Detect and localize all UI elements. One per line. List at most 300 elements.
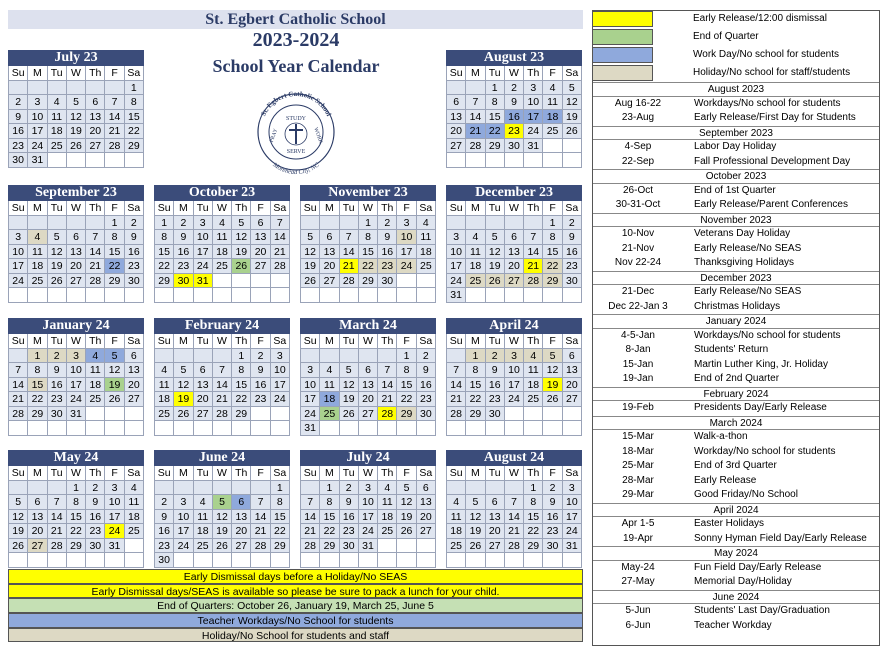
month-title: February 24 <box>154 318 290 334</box>
weekday-header: Tu <box>486 334 505 349</box>
day-cell: 12 <box>105 363 124 378</box>
day-cell <box>271 274 290 289</box>
month-section-header: September 2023 <box>592 126 880 141</box>
day-cell: 8 <box>28 363 47 378</box>
weekday-header: M <box>174 466 193 481</box>
event-text: Early Release/No SEAS <box>694 286 802 297</box>
event-date: Dec 22-Jan 3 <box>608 300 668 312</box>
day-cell: 16 <box>155 524 174 539</box>
event-text: Fall Professional Development Day <box>694 155 851 167</box>
day-cell: 25 <box>125 524 144 539</box>
day-cell: 1 <box>543 216 562 231</box>
day-cell: 23 <box>174 259 193 274</box>
day-cell <box>67 421 86 436</box>
day-cell: 28 <box>447 407 466 422</box>
day-cell <box>563 153 582 168</box>
legend-bar: Teacher Workdays/No School for students <box>8 613 583 628</box>
event-date: Aug 16-22 <box>614 97 662 109</box>
day-cell <box>48 553 67 568</box>
day-cell: 5 <box>543 349 562 364</box>
day-cell <box>486 553 505 568</box>
day-cell: 12 <box>543 363 562 378</box>
day-cell: 4 <box>213 216 232 231</box>
event-row <box>592 140 880 155</box>
day-cell: 30 <box>563 274 582 289</box>
day-cell <box>213 421 232 436</box>
day-cell <box>271 288 290 303</box>
day-cell <box>125 421 144 436</box>
day-cell <box>213 288 232 303</box>
weekday-header: Tu <box>48 66 67 81</box>
seal-work: WORK <box>312 126 324 145</box>
day-cell: 29 <box>320 539 339 554</box>
weekday-header: Sa <box>563 334 582 349</box>
day-cell: 28 <box>340 274 359 289</box>
calendar-title: School Year Calendar <box>212 56 380 76</box>
day-cell: 8 <box>543 230 562 245</box>
day-cell: 27 <box>359 407 378 422</box>
weekday-header: Su <box>9 201 28 216</box>
legend-bar: Holiday/No School for students and staff <box>8 628 583 643</box>
day-cell <box>125 153 144 168</box>
day-cell: 18 <box>543 110 562 125</box>
day-cell: 17 <box>563 510 582 525</box>
event-row <box>592 604 880 619</box>
day-cell <box>155 288 174 303</box>
day-cell: 27 <box>563 392 582 407</box>
day-cell: 11 <box>466 245 485 260</box>
day-cell <box>505 421 524 436</box>
day-cell: 20 <box>447 124 466 139</box>
day-cell: 20 <box>125 378 144 393</box>
day-cell: 17 <box>447 259 466 274</box>
month-calendar <box>300 450 436 568</box>
day-cell: 21 <box>524 259 543 274</box>
legend-bar: Early Dismissal days before a Holiday/No SEAS <box>8 569 583 584</box>
day-cell: 25 <box>86 392 105 407</box>
day-cell <box>86 153 105 168</box>
weekday-header: M <box>174 334 193 349</box>
day-cell: 7 <box>105 95 124 110</box>
day-cell: 21 <box>213 392 232 407</box>
day-cell: 17 <box>174 524 193 539</box>
event-text: Early Release/First Day for Students <box>694 112 856 123</box>
day-cell: 22 <box>397 392 416 407</box>
legend-row <box>592 28 880 46</box>
day-cell: 2 <box>505 81 524 96</box>
day-cell: 2 <box>174 216 193 231</box>
day-cell <box>505 216 524 231</box>
day-cell: 19 <box>105 378 124 393</box>
day-cell <box>105 421 124 436</box>
legend-swatch <box>592 47 653 63</box>
month-title: August 24 <box>446 450 582 466</box>
weekday-header: Su <box>447 466 466 481</box>
day-cell: 11 <box>417 230 436 245</box>
day-cell: 27 <box>320 274 339 289</box>
weekday-header: W <box>67 466 86 481</box>
day-cell <box>301 216 320 231</box>
month-title: October 23 <box>154 185 290 201</box>
month-section-header: March 2024 <box>592 416 880 431</box>
weekday-header: Th <box>524 201 543 216</box>
event-text: Memorial Day/Holiday <box>694 576 792 587</box>
day-cell: 17 <box>67 378 86 393</box>
event-row <box>592 97 880 112</box>
day-cell <box>271 421 290 436</box>
day-cell: 26 <box>213 539 232 554</box>
day-cell: 8 <box>232 363 251 378</box>
day-cell: 29 <box>359 274 378 289</box>
day-cell: 22 <box>486 124 505 139</box>
day-cell: 19 <box>486 259 505 274</box>
weekday-header: M <box>320 466 339 481</box>
cross-icon <box>289 124 303 144</box>
day-cell: 15 <box>105 245 124 260</box>
event-date: 19-Apr <box>622 532 653 544</box>
day-cell: 20 <box>232 524 251 539</box>
event-date: 27-May <box>621 576 655 587</box>
event-text: Good Friday/No School <box>694 489 798 500</box>
day-cell: 21 <box>505 524 524 539</box>
weekday-header: Su <box>301 334 320 349</box>
weekday-header: Tu <box>340 466 359 481</box>
day-cell: 20 <box>563 378 582 393</box>
weekday-header: Sa <box>417 334 436 349</box>
day-cell: 11 <box>48 110 67 125</box>
weekday-header: Tu <box>48 466 67 481</box>
day-cell: 29 <box>155 274 174 289</box>
event-row <box>592 184 880 199</box>
day-cell: 25 <box>28 274 47 289</box>
day-cell: 19 <box>9 524 28 539</box>
day-cell: 13 <box>232 510 251 525</box>
day-cell <box>563 421 582 436</box>
day-cell: 17 <box>194 245 213 260</box>
weekday-header: F <box>543 66 562 81</box>
day-cell: 12 <box>213 510 232 525</box>
weekday-header: Sa <box>563 201 582 216</box>
day-cell: 10 <box>505 363 524 378</box>
legend-label: Work Day/No school for students <box>693 49 839 60</box>
day-cell: 21 <box>105 124 124 139</box>
weekday-header: F <box>397 201 416 216</box>
month-calendar <box>8 185 144 303</box>
month-calendar <box>300 318 436 436</box>
day-cell: 7 <box>447 363 466 378</box>
day-cell <box>320 288 339 303</box>
event-text: Workdays/No school for students <box>694 97 841 109</box>
day-cell: 27 <box>28 539 47 554</box>
day-cell: 19 <box>48 259 67 274</box>
day-cell: 15 <box>232 378 251 393</box>
day-cell: 11 <box>320 378 339 393</box>
day-cell <box>524 216 543 231</box>
day-cell <box>524 553 543 568</box>
event-text: Students' Return <box>694 344 769 355</box>
weekday-header: M <box>320 334 339 349</box>
legend-swatch <box>592 11 653 27</box>
day-cell: 8 <box>67 495 86 510</box>
day-cell: 4 <box>447 495 466 510</box>
weekday-header: F <box>397 334 416 349</box>
day-cell <box>505 553 524 568</box>
legend-row <box>592 46 880 64</box>
day-cell: 23 <box>125 259 144 274</box>
weekday-header: Sa <box>125 66 144 81</box>
weekday-header: Su <box>155 334 174 349</box>
weekday-header: Th <box>378 466 397 481</box>
day-cell <box>155 481 174 496</box>
weekday-header: Th <box>86 66 105 81</box>
weekday-header: Tu <box>340 201 359 216</box>
month-section-header: August 2023 <box>592 82 880 97</box>
day-cell: 18 <box>320 392 339 407</box>
day-cell: 21 <box>340 259 359 274</box>
day-cell: 11 <box>543 95 562 110</box>
day-cell: 23 <box>563 259 582 274</box>
day-cell: 14 <box>340 245 359 260</box>
weekday-header: Su <box>155 466 174 481</box>
day-cell: 10 <box>524 95 543 110</box>
day-cell: 24 <box>563 524 582 539</box>
day-cell: 5 <box>466 495 485 510</box>
day-cell: 13 <box>251 230 270 245</box>
day-cell: 28 <box>9 407 28 422</box>
day-cell: 19 <box>67 124 86 139</box>
day-cell: 17 <box>301 392 320 407</box>
month-section-header: May 2024 <box>592 546 880 561</box>
day-cell: 5 <box>213 495 232 510</box>
day-cell: 16 <box>125 245 144 260</box>
month-calendar <box>8 318 144 436</box>
day-cell: 20 <box>194 392 213 407</box>
day-cell: 3 <box>563 481 582 496</box>
day-cell: 16 <box>486 378 505 393</box>
day-cell: 22 <box>320 524 339 539</box>
day-cell: 27 <box>67 274 86 289</box>
day-cell <box>378 553 397 568</box>
weekday-header: Su <box>301 201 320 216</box>
day-cell: 21 <box>9 392 28 407</box>
day-cell <box>524 288 543 303</box>
day-cell <box>125 288 144 303</box>
day-cell: 30 <box>543 539 562 554</box>
day-cell: 29 <box>67 539 86 554</box>
day-cell <box>543 139 562 154</box>
day-cell: 1 <box>524 481 543 496</box>
day-cell <box>125 553 144 568</box>
day-cell: 2 <box>486 349 505 364</box>
day-cell <box>174 553 193 568</box>
day-cell <box>466 481 485 496</box>
day-cell: 3 <box>271 349 290 364</box>
day-cell: 8 <box>320 495 339 510</box>
day-cell <box>486 216 505 231</box>
day-cell: 11 <box>28 245 47 260</box>
day-cell: 26 <box>397 524 416 539</box>
day-cell: 31 <box>105 539 124 554</box>
day-cell: 29 <box>397 407 416 422</box>
day-cell <box>105 81 124 96</box>
day-cell: 30 <box>86 539 105 554</box>
day-cell <box>28 481 47 496</box>
day-cell: 20 <box>251 245 270 260</box>
day-cell <box>251 407 270 422</box>
day-cell <box>417 539 436 554</box>
day-cell <box>232 288 251 303</box>
event-date: 26-Oct <box>622 184 653 196</box>
day-cell <box>340 216 359 231</box>
day-cell <box>340 288 359 303</box>
weekday-header: Th <box>232 466 251 481</box>
weekday-header: Sa <box>271 334 290 349</box>
event-date: May-24 <box>621 561 655 573</box>
day-cell: 29 <box>543 274 562 289</box>
day-cell <box>447 81 466 96</box>
day-cell <box>86 81 105 96</box>
day-cell <box>271 553 290 568</box>
weekday-header: Su <box>9 334 28 349</box>
day-cell: 21 <box>378 392 397 407</box>
month-calendar <box>8 50 144 168</box>
month-section-header: February 2024 <box>592 387 880 402</box>
event-row <box>592 372 880 387</box>
day-cell: 11 <box>524 363 543 378</box>
event-text: Veterans Day Holiday <box>694 228 791 239</box>
day-cell <box>213 481 232 496</box>
day-cell: 30 <box>9 153 28 168</box>
day-cell: 9 <box>9 110 28 125</box>
day-cell: 18 <box>125 510 144 525</box>
day-cell: 23 <box>505 124 524 139</box>
day-cell: 22 <box>232 392 251 407</box>
event-text: Early Release <box>694 474 757 486</box>
event-date: 18-Mar <box>622 445 654 457</box>
day-cell <box>86 553 105 568</box>
event-row <box>592 532 880 547</box>
day-cell: 24 <box>67 392 86 407</box>
day-cell: 3 <box>447 230 466 245</box>
event-date: 30-31-Oct <box>615 199 661 210</box>
day-cell: 7 <box>86 230 105 245</box>
month-calendar <box>446 450 582 568</box>
weekday-header: W <box>359 201 378 216</box>
day-cell: 31 <box>447 288 466 303</box>
day-cell: 10 <box>271 363 290 378</box>
day-cell: 10 <box>563 495 582 510</box>
day-cell <box>397 553 416 568</box>
day-cell: 26 <box>232 259 251 274</box>
day-cell: 6 <box>194 363 213 378</box>
day-cell <box>174 421 193 436</box>
weekday-header: Sa <box>125 334 144 349</box>
day-cell: 9 <box>417 363 436 378</box>
day-cell <box>194 349 213 364</box>
day-cell: 13 <box>125 363 144 378</box>
day-cell: 4 <box>417 216 436 231</box>
day-cell: 2 <box>251 349 270 364</box>
day-cell: 12 <box>9 510 28 525</box>
event-text: Easter Holidays <box>694 518 765 529</box>
day-cell: 1 <box>320 481 339 496</box>
day-cell <box>105 553 124 568</box>
day-cell: 24 <box>505 392 524 407</box>
day-cell: 21 <box>301 524 320 539</box>
day-cell: 14 <box>505 510 524 525</box>
day-cell: 7 <box>271 216 290 231</box>
event-date: 15-Jan <box>622 358 654 370</box>
day-cell <box>28 553 47 568</box>
day-cell: 5 <box>9 495 28 510</box>
day-cell: 7 <box>466 95 485 110</box>
event-date: 8-Jan <box>625 344 651 355</box>
day-cell: 1 <box>359 216 378 231</box>
day-cell: 23 <box>486 392 505 407</box>
day-cell <box>174 481 193 496</box>
day-cell: 30 <box>486 407 505 422</box>
day-cell: 1 <box>28 349 47 364</box>
day-cell: 12 <box>67 110 86 125</box>
day-cell: 12 <box>48 245 67 260</box>
day-cell <box>232 481 251 496</box>
day-cell <box>447 553 466 568</box>
day-cell <box>174 349 193 364</box>
event-text: End of 2nd Quarter <box>694 373 780 384</box>
day-cell: 24 <box>194 259 213 274</box>
day-cell: 3 <box>505 349 524 364</box>
day-cell: 6 <box>232 495 251 510</box>
day-cell <box>125 539 144 554</box>
event-row <box>592 459 880 474</box>
day-cell: 28 <box>524 274 543 289</box>
day-cell <box>194 553 213 568</box>
day-cell <box>378 421 397 436</box>
seal-city-text: Morehead City, NC <box>271 161 321 177</box>
day-cell <box>447 481 466 496</box>
day-cell: 6 <box>563 349 582 364</box>
day-cell: 13 <box>67 245 86 260</box>
weekday-header: Sa <box>563 66 582 81</box>
day-cell <box>232 553 251 568</box>
day-cell <box>563 288 582 303</box>
legend-swatch <box>592 29 653 45</box>
day-cell: 1 <box>125 81 144 96</box>
day-cell: 17 <box>524 110 543 125</box>
day-cell <box>251 481 270 496</box>
month-title: January 24 <box>8 318 144 334</box>
day-cell: 22 <box>155 259 174 274</box>
day-cell: 7 <box>301 495 320 510</box>
day-cell: 6 <box>320 230 339 245</box>
weekday-header: Su <box>9 66 28 81</box>
day-cell: 6 <box>86 95 105 110</box>
day-cell <box>271 407 290 422</box>
day-cell: 21 <box>466 124 485 139</box>
day-cell: 3 <box>301 363 320 378</box>
day-cell <box>232 274 251 289</box>
day-cell: 26 <box>301 274 320 289</box>
day-cell: 30 <box>505 139 524 154</box>
weekday-header: Th <box>86 334 105 349</box>
weekday-header: Th <box>378 201 397 216</box>
day-cell: 5 <box>105 349 124 364</box>
day-cell: 25 <box>378 524 397 539</box>
weekday-header: Th <box>378 334 397 349</box>
day-cell <box>359 288 378 303</box>
day-cell <box>524 153 543 168</box>
day-cell: 16 <box>340 510 359 525</box>
